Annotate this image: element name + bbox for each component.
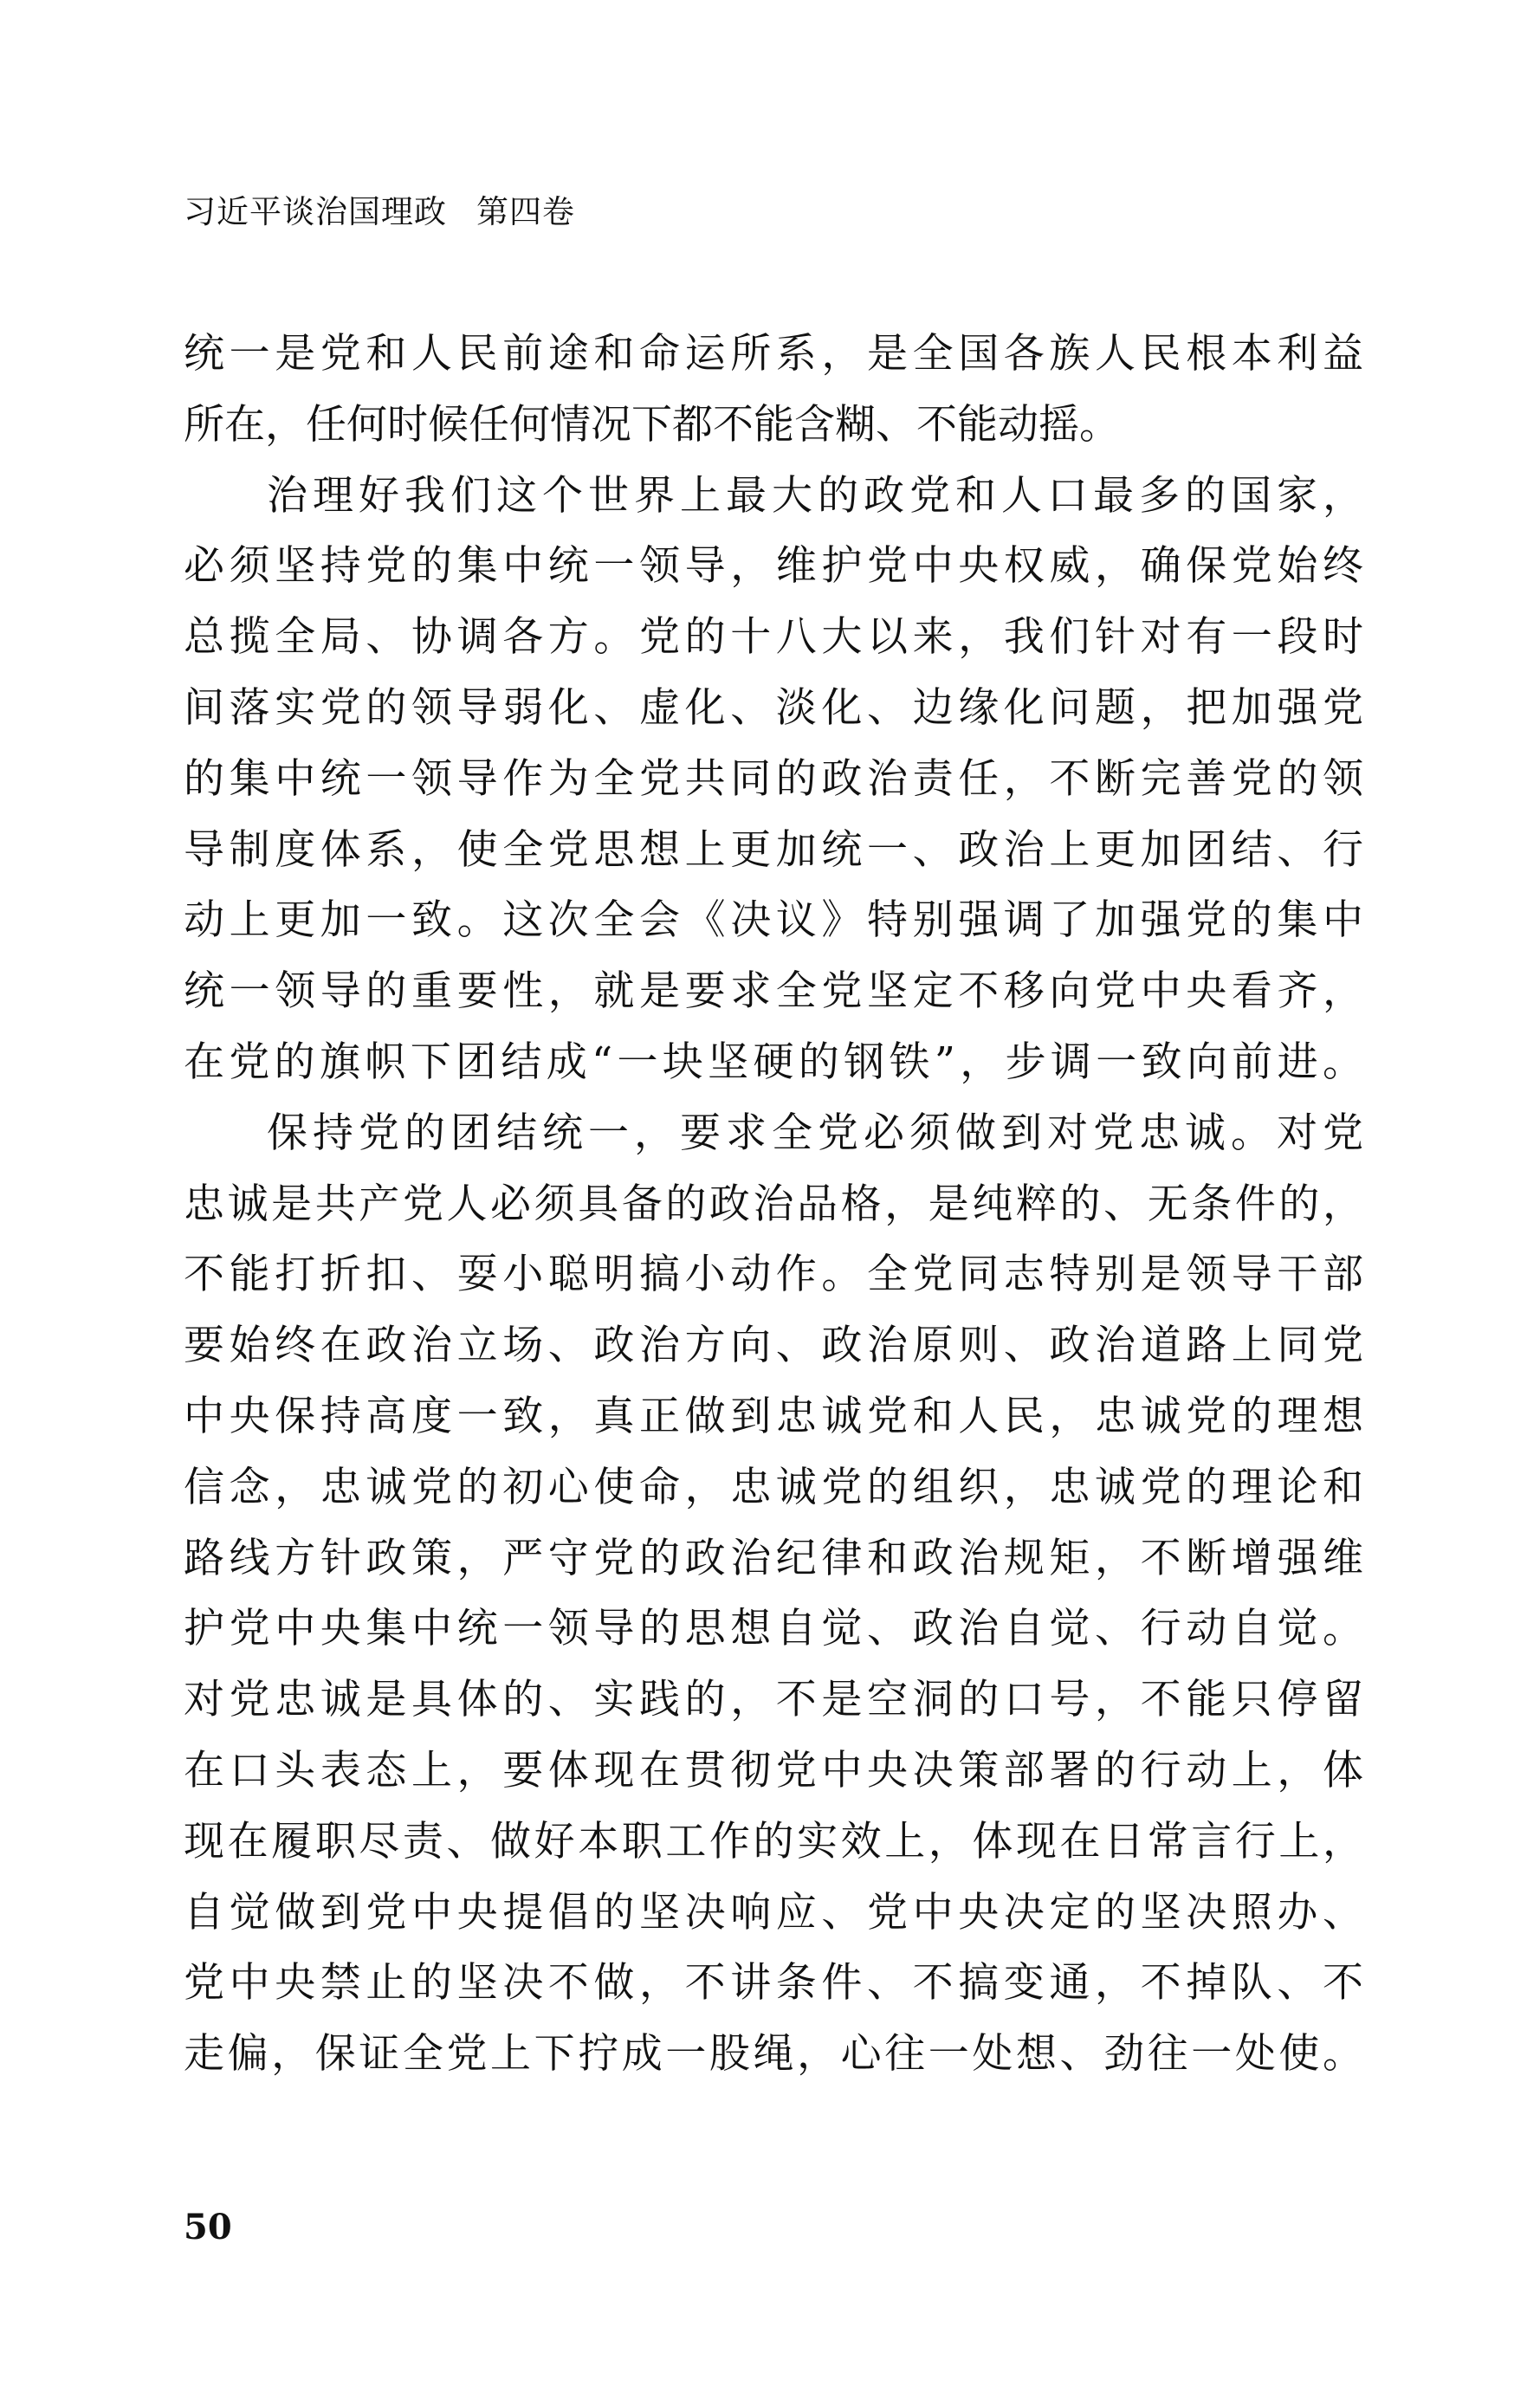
text-line: 要始终在政治立场、政治方向、政治原则、政治道路上同党	[184, 1322, 1363, 1370]
text-line: 导制度体系，使全党思想上更加统一、政治上更加团结、行	[184, 825, 1363, 874]
text-line: 在党的旗帜下团结成“一块坚硬的钢铁”，步调一致向前进。	[184, 1038, 1363, 1086]
text-line: 护党中央集中统一领导的思想自觉、政治自觉、行动自觉。	[184, 1605, 1363, 1653]
text-line: 的集中统一领导作为全党共同的政治责任，不断完善党的领	[184, 754, 1363, 803]
running-header	[184, 193, 575, 230]
text-line: 党中央禁止的坚决不做，不讲条件、不搞变通，不掉队、不	[184, 1959, 1363, 2008]
text-line: 路线方针政策，严守党的政治纪律和政治规矩，不断增强维	[184, 1534, 1363, 1582]
page-number: 50	[184, 2207, 232, 2247]
text-line: 信念，忠诚党的初心使命，忠诚党的组织，忠诚党的理论和	[184, 1463, 1363, 1511]
text-line: 自觉做到党中央提倡的坚决响应、党中央决定的坚决照办、	[184, 1888, 1363, 1937]
text-line: 忠诚是共产党人必须具备的政治品格，是纯粹的、无条件的，	[184, 1180, 1363, 1228]
text-line: 动上更加一致。这次全会《决议》特别强调了加强党的集中	[184, 896, 1363, 945]
text-line: 总揽全局、协调各方。党的十八大以来，我们针对有一段时	[184, 613, 1363, 662]
body-text	[184, 319, 1363, 2090]
text-line: 所在，任何时候任何情况下都不能含糊、不能动摇。	[184, 400, 1120, 449]
text-line: 走偏，保证全党上下拧成一股绳，心往一处想、劲往一处使。	[184, 2030, 1363, 2079]
book-title: 习近平谈治国理政	[184, 193, 447, 230]
text-line: 保持党的团结统一，要求全党必须做到对党忠诚。对党	[267, 1109, 1363, 1157]
text-line: 统一领导的重要性，就是要求全党坚定不移向党中央看齐，	[184, 967, 1363, 1016]
volume-label: 第四卷	[476, 193, 575, 230]
text-line: 对党忠诚是具体的、实践的，不是空洞的口号，不能只停留	[184, 1676, 1363, 1724]
text-line: 不能打折扣、耍小聪明搞小动作。全党同志特别是领导干部	[184, 1251, 1363, 1299]
text-line: 中央保持高度一致，真正做到忠诚党和人民，忠诚党的理想	[184, 1392, 1363, 1440]
text-line: 治理好我们这个世界上最大的政党和人口最多的国家，	[267, 471, 1363, 520]
text-line: 间落实党的领导弱化、虚化、淡化、边缘化问题，把加强党	[184, 683, 1363, 732]
text-line: 在口头表态上，要体现在贯彻党中央决策部署的行动上，体	[184, 1746, 1363, 1794]
text-line: 现在履职尽责、做好本职工作的实效上，体现在日常言行上，	[184, 1817, 1363, 1866]
text-line: 必须坚持党的集中统一领导，维护党中央权威，确保党始终	[184, 542, 1363, 591]
text-line: 统一是党和人民前途和命运所系，是全国各族人民根本利益	[184, 330, 1363, 378]
